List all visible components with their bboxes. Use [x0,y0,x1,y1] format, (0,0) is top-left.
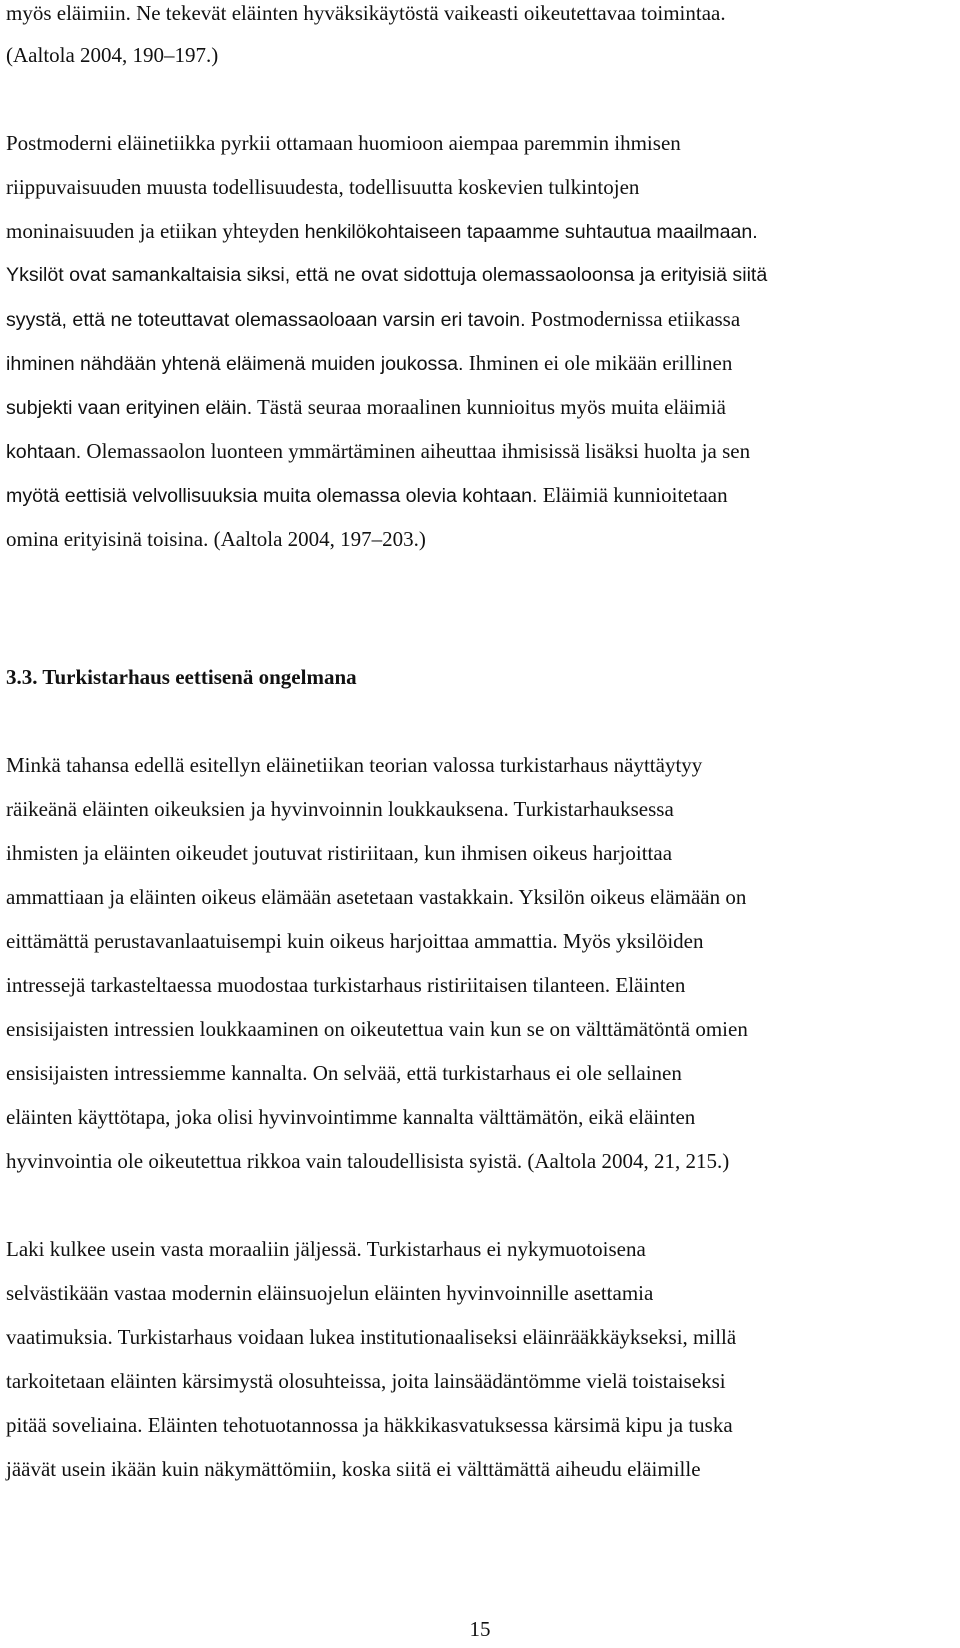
text-span: Eläimiä kunnioitetaan [537,483,728,507]
page-number: 15 [469,1617,491,1641]
text-line [6,482,728,509]
text-span: Postmodernissa etiikassa [525,307,741,331]
text-span: henkilökohtaiseen tapaamme suhtautua maailmaan. [304,221,758,243]
text-line: omina erityisinä toisina. (Aaltola 2004, 197–203.) [6,527,426,551]
text-line: ensisijaisten intressien loukkaaminen on oikeutettua vain kun se on välttämätöntä omien [6,1017,748,1041]
text-line [6,438,750,465]
text-span: Tästä seuraa moraalinen kunnioitus myös muita eläimiä [252,395,726,419]
text-span: myötä eettisiä velvollisuuksia muita olemassa olevia kohtaan. [6,485,538,507]
text-line: pitää soveliaina. Eläinten tehotuotannossa ja häkkikasvatuksessa kärsimä kipu ja tuska [6,1413,733,1437]
text-span: Olemassaolon luonteen ymmärtäminen aiheuttaa ihmisissä lisäksi huolta ja sen [81,439,751,463]
section-heading: 3.3. Turkistarhaus eettisenä ongelmana [6,665,357,689]
text-line: eittämättä perustavanlaatuisempi kuin oikeus harjoittaa ammattia. Myös yksilöiden [6,929,704,953]
text-line: jäävät usein ikään kuin näkymättömiin, koska siitä ei välttämättä aiheudu eläimille [6,1457,701,1481]
text-line: räikeänä eläinten oikeuksien ja hyvinvoinnin loukkauksena. Turkistarhauksessa [6,797,674,821]
text-line [6,394,726,421]
text-span: syystä, että ne toteuttavat olemassaoloaan varsin eri tavoin. [6,309,526,331]
text-line [6,306,740,333]
text-line: intressejä tarkasteltaessa muodostaa turkistarhaus ristiriitaisen tilanteen. Eläinten [6,973,686,997]
text-line: Postmoderni eläinetiikka pyrkii ottamaan huomioon aiempaa paremmin ihmisen [6,131,681,155]
text-line [6,218,758,245]
text-line: Laki kulkee usein vasta moraaliin jäljessä. Turkistarhaus ei nykymuotoisena [6,1237,646,1261]
text-line: selvästikään vastaa modernin eläinsuojelun eläinten hyvinvoinnille asettamia [6,1281,654,1305]
text-line: (Aaltola 2004, 190–197.) [6,43,219,67]
text-line: ihmisten ja eläinten oikeudet joutuvat ristiriitaan, kun ihmisen oikeus harjoittaa [6,841,673,865]
text-line: myös eläimiin. Ne tekevät eläinten hyväksikäytöstä vaikeasti oikeutettavaa toimintaa. [6,1,726,25]
text-line: Minkä tahansa edellä esitellyn eläinetiikan teorian valossa turkistarhaus näyttäytyy [6,753,703,777]
text-line: tarkoitetaan eläinten kärsimystä olosuhteissa, joita lainsäädäntömme vielä toistaiseksi [6,1369,726,1393]
text-line: Yksilöt ovat samankaltaisia siksi, että ne ovat sidottuja olemassaoloonsa ja erityisiä siitä [6,264,768,286]
text-span: Ihminen ei ole mikään erillinen [463,351,733,375]
text-line: riippuvaisuuden muusta todellisuudesta, todellisuutta koskevien tulkintojen [6,175,640,199]
text-line: ammattiaan ja eläinten oikeus elämään asetetaan vastakkain. Yksilön oikeus elämään on [6,885,747,909]
text-span: subjekti vaan erityinen eläin. [6,397,253,419]
text-line [6,350,732,377]
text-span: ihminen nähdään yhtenä eläimenä muiden joukossa. [6,353,464,375]
text-line: eläinten käyttötapa, joka olisi hyvinvointimme kannalta välttämätön, eikä eläinten [6,1105,696,1129]
text-span: kohtaan. [6,441,82,463]
text-line: ensisijaisten intressiemme kannalta. On selvää, että turkistarhaus ei ole sellainen [6,1061,682,1085]
text-line: vaatimuksia. Turkistarhaus voidaan lukea institutionaaliseksi eläinrääkkäykseksi, millä [6,1325,737,1349]
text-line: hyvinvointia ole oikeutettua rikkoa vain taloudellisista syistä. (Aaltola 2004, 21, 215.) [6,1149,730,1173]
text-span: moninaisuuden ja etiikan yhteyden [6,219,305,243]
